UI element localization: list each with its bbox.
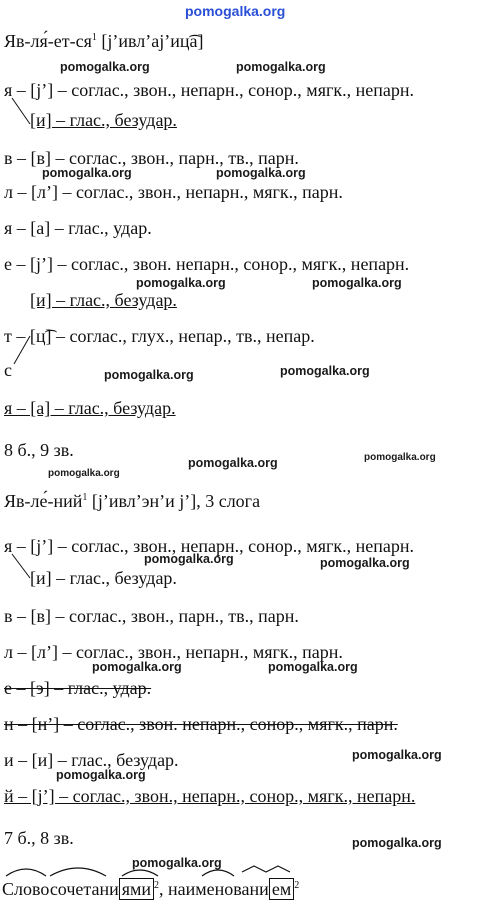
watermark: pomogalka.org bbox=[268, 660, 358, 674]
watermark: pomogalka.org bbox=[280, 364, 370, 378]
word2-summary: 7 б., 8 зв. bbox=[4, 828, 74, 848]
word2-line-4: л – [л’] – соглас., звон., непарн., мягк., парн. bbox=[4, 642, 343, 662]
watermark: pomogalka.org bbox=[236, 60, 326, 74]
word1-title-sup: 1 bbox=[91, 32, 97, 43]
watermark: pomogalka.org bbox=[48, 468, 120, 479]
word2-heading bbox=[4, 488, 260, 511]
watermark: pomogalka.org bbox=[132, 856, 222, 870]
word1-transcription: [j’ивл’аj’иц͡а] bbox=[101, 31, 204, 51]
word2-line-1: я – [j’] – соглас., звон., непарн., сонор., мягк., непарн. bbox=[4, 536, 414, 556]
word2-line-8: й – [j’] – соглас., звон., непарн., сонор., мягк., непарн. bbox=[4, 786, 416, 806]
word2-line-3: в – [в] – соглас., звон., парн., тв., парн. bbox=[4, 606, 299, 626]
word2-line-6: н – [н’] – соглас., звон. непарн., сонор., мягк., парн. bbox=[4, 714, 398, 734]
watermark: pomogalka.org bbox=[144, 552, 234, 566]
word2-title: Яв-ле́-ний bbox=[4, 491, 83, 511]
footer-sup-a: 2 bbox=[154, 880, 160, 891]
watermark: pomogalka.org bbox=[352, 748, 442, 762]
watermark: pomogalka.org bbox=[92, 660, 182, 674]
footer-word-a: Словосочетани bbox=[2, 879, 119, 899]
branch-connector bbox=[6, 334, 46, 374]
word2-line-7: и – [и] – глас., безудар. bbox=[4, 750, 179, 770]
word1-line-1: я – [j’] – соглас., звон., непарн., сонор., мягк., непарн. bbox=[4, 80, 414, 100]
watermark: pomogalka.org bbox=[352, 836, 442, 850]
word1-line-10: я – [а] – глас., безудар. bbox=[4, 398, 176, 418]
word1-line-2: [и] – глас., безудар. bbox=[30, 110, 177, 130]
watermark: pomogalka.org bbox=[216, 166, 306, 180]
word1-line-3: в – [в] – соглас., звон., парн., тв., парн. bbox=[4, 148, 299, 168]
word2-title-sup: 1 bbox=[82, 492, 88, 503]
watermark: pomogalka.org bbox=[320, 556, 410, 570]
watermark: pomogalka.org bbox=[364, 452, 436, 463]
word1-line-6: е – [j’] – соглас., звон. непарн., сонор., мягк., непарн. bbox=[4, 254, 410, 274]
word1-line-7: [и] – глас., безудар. bbox=[30, 290, 177, 310]
ending-box: ями bbox=[119, 878, 154, 900]
word2-line-2: [и] – глас., безудар. bbox=[30, 568, 177, 588]
ending-box: ем bbox=[269, 878, 294, 900]
watermark: pomogalka.org bbox=[104, 368, 194, 382]
word1-line-9: с bbox=[4, 360, 12, 380]
footer-words bbox=[2, 876, 299, 899]
word2-transcription: [j’ивл’эн’и j’], 3 слога bbox=[91, 491, 261, 511]
word1-title: Яв-ля́-ет-ся bbox=[4, 31, 92, 51]
watermark: pomogalka.org bbox=[312, 276, 402, 290]
watermark: pomogalka.org bbox=[136, 276, 226, 290]
word1-line-8: т – [ц͡] – соглас., глух., непар., тв., непар. bbox=[4, 326, 315, 346]
footer-comma: , bbox=[159, 879, 169, 899]
word1-line-5: я – [а] – глас., удар. bbox=[4, 218, 152, 238]
footer-word-b: наименовани bbox=[168, 879, 269, 899]
site-header-watermark: pomogalka.org bbox=[185, 3, 286, 19]
word1-heading bbox=[4, 28, 203, 51]
watermark: pomogalka.org bbox=[56, 768, 146, 782]
word1-summary: 8 б., 9 зв. bbox=[4, 440, 74, 460]
word1-line-4: л – [л’] – соглас., звон., непарн., мягк., парн. bbox=[4, 182, 343, 202]
watermark: pomogalka.org bbox=[188, 456, 278, 470]
watermark: pomogalka.org bbox=[60, 60, 150, 74]
watermark: pomogalka.org bbox=[42, 166, 132, 180]
footer-sup-b: 2 bbox=[294, 880, 300, 891]
word2-line-5: е – [э] – глас., удар. bbox=[4, 678, 152, 698]
